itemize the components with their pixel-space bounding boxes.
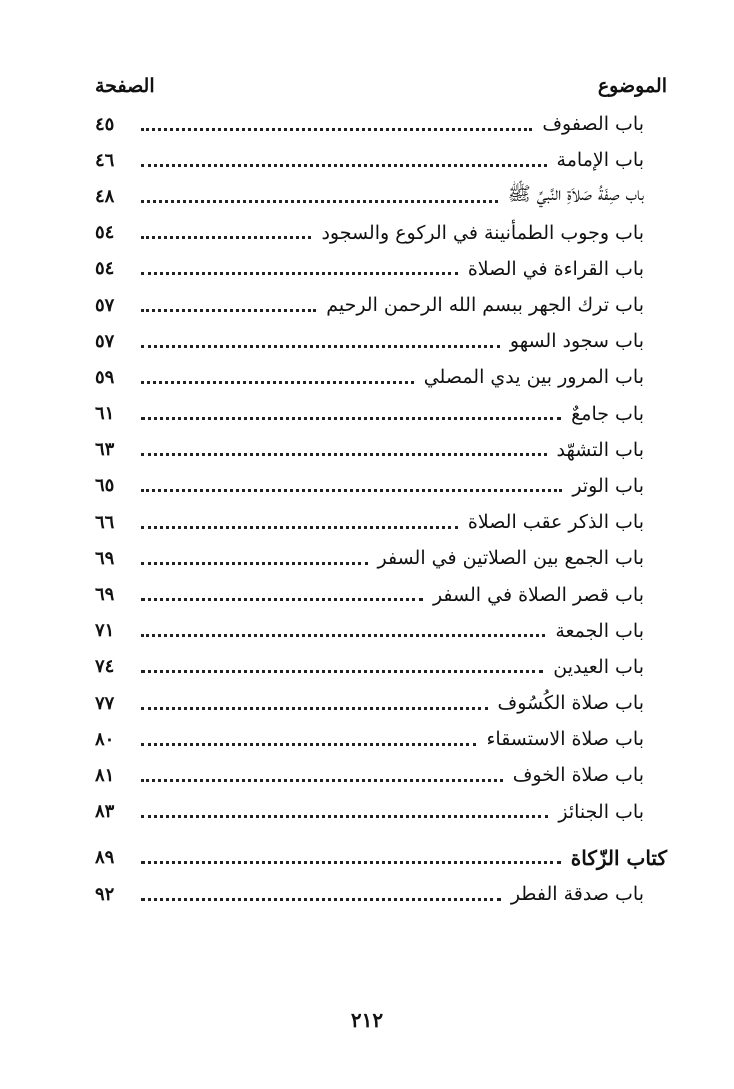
toc-entry <box>95 721 667 757</box>
toc-entry <box>95 323 667 359</box>
topic-column-label: الموضوع <box>597 75 667 97</box>
toc-entry <box>95 576 667 612</box>
dot-leader <box>141 309 316 312</box>
toc-entry <box>95 178 667 214</box>
entry-page: ٨١ <box>95 764 115 786</box>
toc-entry <box>95 876 667 912</box>
entry-title: باب قصر الصلاة في السفر <box>432 583 644 606</box>
entry-title: باب العيدين <box>553 655 644 678</box>
entry-title: باب صلاة الكُسُوف <box>497 692 644 715</box>
toc-entry <box>95 468 667 504</box>
entry-page: ٨٠ <box>95 728 115 750</box>
dot-leader <box>141 743 476 746</box>
dot-leader <box>141 381 414 384</box>
entry-title: باب ترك الجهر ببسم الله الرحمن الرحيم <box>326 294 644 317</box>
entry-title: باب الإمامة <box>556 149 644 172</box>
entry-title: باب صلاة الاستسقاء <box>486 728 644 751</box>
entry-page: ٦٦ <box>95 511 115 533</box>
toc-entry <box>95 432 667 468</box>
dot-leader <box>141 345 500 348</box>
entry-page: ٩٢ <box>95 883 115 905</box>
dot-leader <box>141 236 311 239</box>
toc-entry <box>95 396 667 432</box>
toc-entry <box>95 540 667 576</box>
toc-entry <box>95 794 667 830</box>
toc-entry <box>95 685 667 721</box>
dot-leader <box>141 200 498 203</box>
entry-page: ٧١ <box>95 620 115 642</box>
entry-page: ٥٩ <box>95 366 115 388</box>
dot-leader <box>141 634 545 637</box>
entry-title: باب المرور بين يدي المصلي <box>423 366 644 389</box>
entry-title: باب الصفوف <box>542 113 644 136</box>
toc-header <box>95 70 667 102</box>
entry-title: باب الوتر <box>572 474 644 497</box>
entry-page: ٦٩ <box>95 584 115 606</box>
entry-page: ٤٦ <box>95 149 115 171</box>
entry-page: ٦٥ <box>95 475 115 497</box>
entry-title: باب الجمع بين الصلاتين في السفر <box>377 547 644 570</box>
entry-page: ٧٧ <box>95 692 115 714</box>
dot-leader <box>141 164 547 167</box>
entry-page: ٥٤ <box>95 258 115 280</box>
dot-leader <box>141 861 561 864</box>
dot-leader <box>141 707 488 710</box>
entry-title: باب صلاة الخوف <box>512 764 644 787</box>
entry-page: ٦٣ <box>95 439 115 461</box>
entry-title: باب صِفَةُ صَلاَةِ النَّبيِّ ﷺ <box>507 183 644 206</box>
toc-book-entry <box>95 840 667 876</box>
toc-entry <box>95 613 667 649</box>
entry-title: باب سجود السهو <box>509 330 644 353</box>
entry-title: باب الجمعة <box>555 619 644 642</box>
entry-title: باب التشهّد <box>556 438 644 461</box>
page-number: ٢١٢ <box>350 1008 384 1032</box>
entry-title: باب وجوب الطمأنينة في الركوع والسجود <box>321 221 644 244</box>
entry-page: ٧٤ <box>95 656 115 678</box>
toc-entry <box>95 757 667 793</box>
dot-leader <box>141 128 532 131</box>
dot-leader <box>141 526 458 529</box>
toc-entry <box>95 215 667 251</box>
entry-title: باب جامعٌ <box>571 402 644 425</box>
toc-entry <box>95 287 667 323</box>
toc-entry <box>95 251 667 287</box>
dot-leader <box>141 598 423 601</box>
entry-title: باب الذكر عقب الصلاة <box>467 511 644 534</box>
entry-page: ٤٨ <box>95 185 115 207</box>
entry-title: باب القراءة في الصلاة <box>467 257 644 280</box>
toc-entry <box>95 142 667 178</box>
entry-page: ٥٤ <box>95 222 115 244</box>
book-page: ٨٩ <box>95 847 115 869</box>
entry-page: ٥٧ <box>95 330 115 352</box>
dot-leader <box>141 272 458 275</box>
toc-entry <box>95 504 667 540</box>
dot-leader <box>141 898 501 901</box>
entry-page: ٦١ <box>95 403 115 425</box>
dot-leader <box>141 489 562 492</box>
book-title: كتاب الزّكاة <box>570 845 667 870</box>
entry-page: ٦٩ <box>95 547 115 569</box>
dot-leader <box>141 670 543 673</box>
dot-leader <box>141 562 368 565</box>
dot-leader <box>141 779 503 782</box>
toc-entry <box>95 106 667 142</box>
dot-leader <box>141 453 547 456</box>
toc-list <box>95 106 667 912</box>
toc-entry <box>95 649 667 685</box>
entry-page: ٥٧ <box>95 294 115 316</box>
dot-leader <box>141 815 548 818</box>
toc-entry <box>95 359 667 395</box>
entry-title: باب صدقة الفطر <box>510 883 644 906</box>
entry-page: ٤٥ <box>95 113 115 135</box>
page-column-label: الصفحة <box>95 75 155 97</box>
entry-page: ٨٣ <box>95 801 115 823</box>
entry-title: باب الجنائز <box>558 800 644 823</box>
dot-leader <box>141 417 561 420</box>
